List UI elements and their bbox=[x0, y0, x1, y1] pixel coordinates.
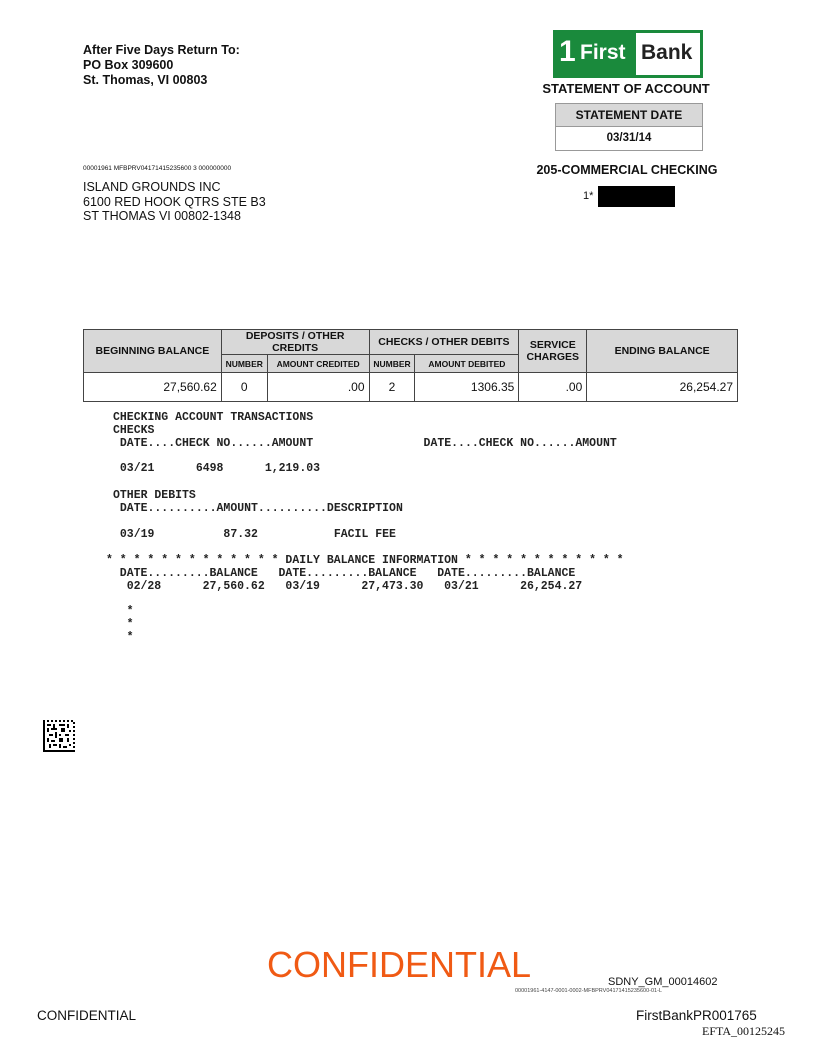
statement-title: STATEMENT OF ACCOUNT bbox=[542, 81, 710, 96]
checks-heading: CHECKS bbox=[113, 424, 155, 437]
check-row: 03/21 6498 1,219.03 bbox=[113, 462, 321, 475]
sdny-bates: SDNY_GM_00014602 bbox=[608, 976, 718, 988]
balance-summary-table bbox=[83, 329, 738, 402]
check-count: 2 bbox=[369, 373, 415, 402]
statement-date-box bbox=[555, 103, 703, 151]
logo-bank: Bank bbox=[641, 41, 693, 64]
header-service-charges: SERVICE CHARGES bbox=[519, 330, 587, 373]
logo-bank-box bbox=[636, 33, 700, 75]
document-code: 00001961-4147-0001-0002-MFBPRV04171415235600-01-L bbox=[515, 988, 662, 994]
header-deposits: DEPOSITS / OTHER CREDITS bbox=[221, 330, 369, 355]
customer-name: ISLAND GROUNDS INC bbox=[83, 180, 221, 194]
checks-column-header: DATE....CHECK NO......AMOUNT DATE....CHECK NO......AMOUNT bbox=[113, 437, 617, 450]
header-check-number: NUMBER bbox=[369, 355, 415, 373]
ending-balance-value: 26,254.27 bbox=[587, 373, 738, 402]
daily-balance-heading: * * * * * * * * * * * * * DAILY BALANCE INFORMATION * * * * * * * * * * * * bbox=[106, 554, 624, 567]
customer-address bbox=[83, 180, 266, 224]
daily-balance-row: 02/28 27,560.62 03/19 27,473.30 03/21 26,254.27 bbox=[106, 580, 583, 593]
efta-number: EFTA_00125245 bbox=[702, 1024, 786, 1038]
header-amount-credited: AMOUNT CREDITED bbox=[267, 355, 369, 373]
customer-city: ST THOMAS VI 00802-1348 bbox=[83, 209, 241, 223]
header-amount-debited: AMOUNT DEBITED bbox=[415, 355, 519, 373]
beginning-balance-value: 27,560.62 bbox=[84, 373, 222, 402]
deposit-count: 0 bbox=[221, 373, 267, 402]
statement-date-label: STATEMENT DATE bbox=[556, 104, 702, 127]
header-beginning-balance: BEGINNING BALANCE bbox=[84, 330, 222, 373]
asterisk-line: * bbox=[99, 605, 134, 618]
deposit-amount: .00 bbox=[267, 373, 369, 402]
other-debit-row: 03/19 87.32 FACIL FEE bbox=[113, 528, 396, 541]
return-line-3: St. Thomas, VI 00803 bbox=[83, 73, 208, 87]
transactions-heading: CHECKING ACCOUNT TRANSACTIONS bbox=[113, 411, 314, 424]
daily-balance-column-header: DATE.........BALANCE DATE.........BALANCE DATE.........BALANCE bbox=[106, 567, 576, 580]
header-ending-balance: ENDING BALANCE bbox=[587, 330, 738, 373]
confidential-stamp: CONFIDENTIAL bbox=[267, 944, 532, 985]
return-line-2: PO Box 309600 bbox=[83, 58, 174, 72]
statement-date: 03/31/14 bbox=[606, 132, 652, 144]
check-amount: 1306.35 bbox=[415, 373, 519, 402]
return-address bbox=[83, 43, 240, 88]
firstbank-bates: FirstBankPR001765 bbox=[636, 1008, 757, 1023]
account-number-prefix: 1* bbox=[583, 190, 594, 202]
service-charge-value: .00 bbox=[519, 373, 587, 402]
customer-street: 6100 RED HOOK QTRS STE B3 bbox=[83, 194, 266, 209]
header-deposit-number: NUMBER bbox=[221, 355, 267, 373]
other-debits-column-header: DATE..........AMOUNT..........DESCRIPTION bbox=[113, 502, 403, 515]
other-debits-heading: OTHER DEBITS bbox=[113, 489, 196, 502]
datamatrix-barcode bbox=[43, 720, 75, 752]
asterisk-line: * bbox=[99, 631, 134, 644]
account-type: 205-COMMERCIAL CHECKING bbox=[536, 163, 718, 177]
asterisk-line: * bbox=[99, 618, 134, 631]
firstbank-logo bbox=[553, 30, 703, 78]
logo-first: First bbox=[580, 41, 626, 64]
redaction-box bbox=[598, 186, 675, 207]
logo-numeral: 1 bbox=[559, 35, 575, 68]
confidential-label: CONFIDENTIAL bbox=[37, 1008, 137, 1023]
header-checks: CHECKS / OTHER DEBITS bbox=[369, 330, 519, 355]
return-line-1: After Five Days Return To: bbox=[83, 43, 240, 57]
mail-code: 00001961 MFBPRV04171415235600 3 000000000 bbox=[83, 165, 232, 172]
